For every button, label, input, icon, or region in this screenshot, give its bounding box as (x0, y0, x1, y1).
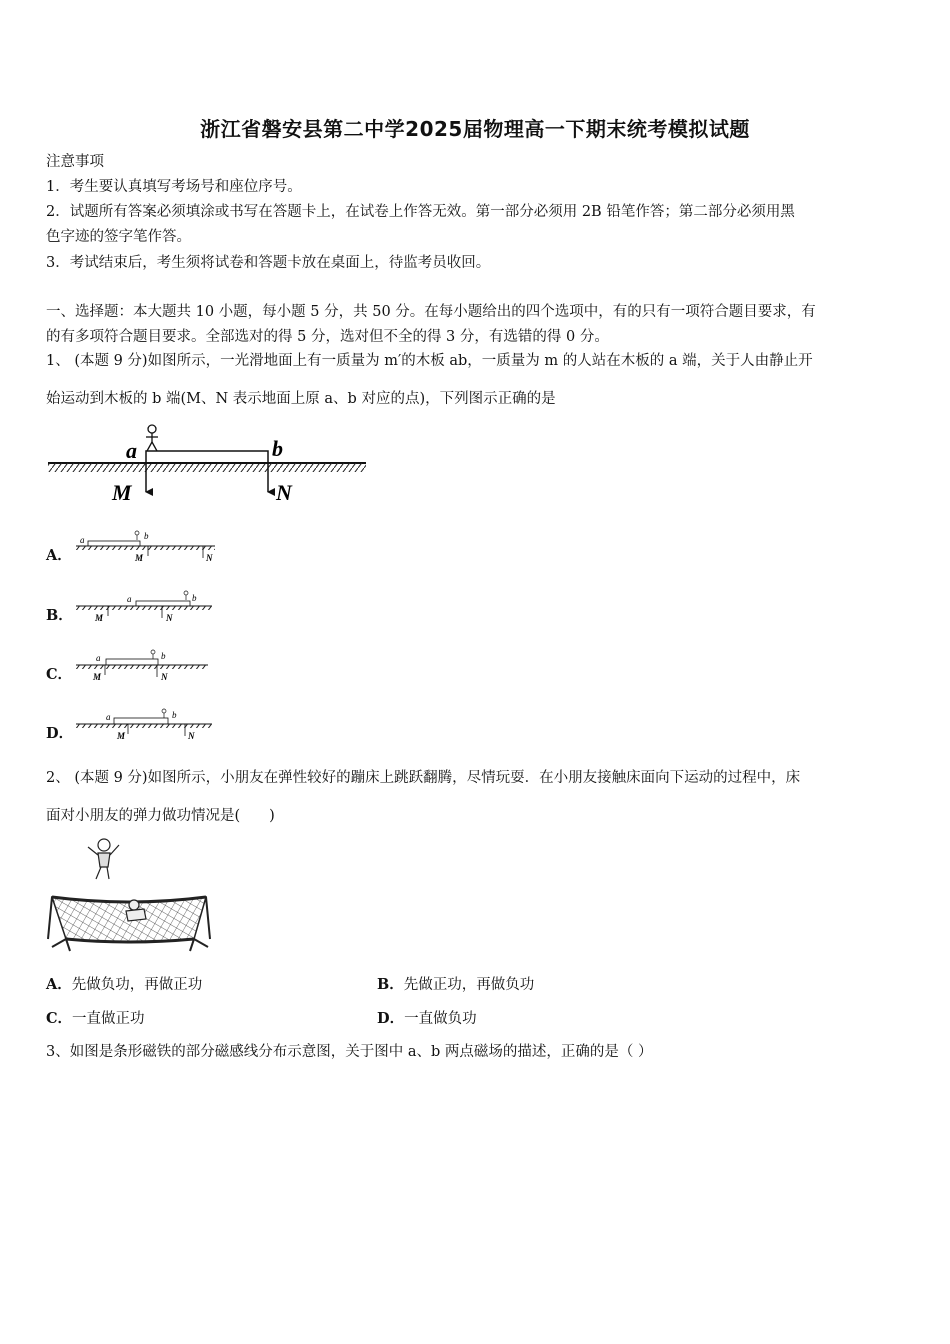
svg-text:a: a (80, 535, 85, 545)
q2-option-a[interactable] (46, 973, 202, 994)
label-N: N (276, 480, 292, 505)
q1-option-d-figure[interactable] (75, 706, 220, 744)
svg-text:b: b (192, 593, 197, 603)
q2-option-b[interactable] (377, 973, 534, 994)
q2-option-c-label: C． (46, 1010, 73, 1027)
label-M: M (112, 480, 132, 505)
q1-option-b-figure[interactable] (75, 588, 220, 626)
svg-text:M: M (117, 731, 126, 741)
trampoline-illustration (44, 835, 214, 953)
q1-stem-line2: 始运动到木板的 b 端(M、N 表示地面上原 a、b 对应的点)，下列图示正确的是 (46, 391, 556, 407)
q2-option-d-label: D． (377, 1010, 405, 1027)
svg-text:a: a (106, 712, 111, 722)
q2-stem-line1: 2、 (本题 9 分)如图所示，小朋友在弹性较好的蹦床上跳跃翻腾，尽情玩耍．在小朋友接触床面向下运动的过程中，床 (46, 770, 801, 786)
notice-heading: 注意事项 (46, 154, 104, 170)
q3-stem-line1: 3、如图是条形磁铁的部分磁感线分布示意图，关于图中 a、b 两点磁场的描述，正确的是（ ） (46, 1044, 653, 1060)
q2-option-a-label: A． (46, 976, 72, 993)
svg-text:M: M (135, 553, 144, 563)
child-jumping-icon (88, 839, 119, 879)
person-icon (146, 425, 158, 451)
page-title: 浙江省磐安县第二中学2025届物理高一下期末统考模拟试题 (200, 117, 750, 141)
q1-option-c-label: C． (46, 666, 73, 683)
svg-text:M: M (93, 672, 102, 682)
q1-option-c-figure[interactable] (75, 647, 220, 685)
q1-main-figure (46, 420, 376, 510)
q2-option-c-text: 一直做正功 (72, 1011, 145, 1027)
section1-intro-line1: 一、选择题：本大题共 10 小题，每小题 5 分，共 50 分。在每小题给出的四个选项中，有的只有一项符合题目要求，有 (46, 304, 816, 320)
svg-text:N: N (206, 553, 213, 563)
plank (146, 451, 268, 463)
svg-text:a: a (96, 653, 101, 663)
svg-text:b: b (161, 651, 166, 661)
q1-option-d-label: D． (46, 725, 74, 742)
svg-text:M: M (95, 613, 104, 623)
notice-item-1: 1．考生要认真填写考场号和座位序号。 (46, 179, 302, 195)
q1-option-b-label: B． (46, 607, 73, 624)
q2-option-b-text: 先做正功，再做负功 (403, 977, 535, 993)
svg-text:N: N (161, 672, 168, 682)
q2-option-a-text: 先做负功，再做正功 (71, 977, 203, 993)
notice-item-3: 3．考试结束后，考生须将试卷和答题卡放在桌面上，待监考员收回。 (46, 255, 491, 271)
label-b: b (272, 436, 283, 461)
svg-text:b: b (172, 710, 177, 720)
q2-stem-line2: 面对小朋友的弹力做功情况是( ) (46, 808, 275, 824)
svg-text:a: a (127, 594, 132, 604)
section1-intro-line2: 的有多项符合题目要求。全部选对的得 5 分，选对但不全的得 3 分，有选错的得 0 分。 (46, 329, 609, 345)
q2-option-d[interactable] (377, 1007, 477, 1028)
q2-option-b-label: B． (377, 976, 404, 993)
q1-option-a-figure[interactable] (75, 528, 220, 566)
q2-option-c[interactable] (46, 1007, 145, 1028)
label-a: a (126, 438, 137, 463)
q1-stem-line1: 1、 (本题 9 分)如图所示，一光滑地面上有一质量为 m′的木板 ab，一质量为 m 的人站在木板的 a 端，关于人由静止开 (46, 353, 813, 369)
q2-option-d-text: 一直做负功 (404, 1011, 477, 1027)
notice-item-2-cont: 色字迹的签字笔作答。 (46, 229, 191, 245)
svg-text:N: N (188, 731, 195, 741)
svg-text:N: N (166, 613, 173, 623)
q1-option-a-label: A． (46, 547, 72, 564)
svg-text:b: b (144, 531, 149, 541)
notice-item-2: 2．试题所有答案必须填涂或书写在答题卡上，在试卷上作答无效。第一部分必须用 2B 铅笔作答；第二部分必须用黑 (46, 204, 795, 220)
